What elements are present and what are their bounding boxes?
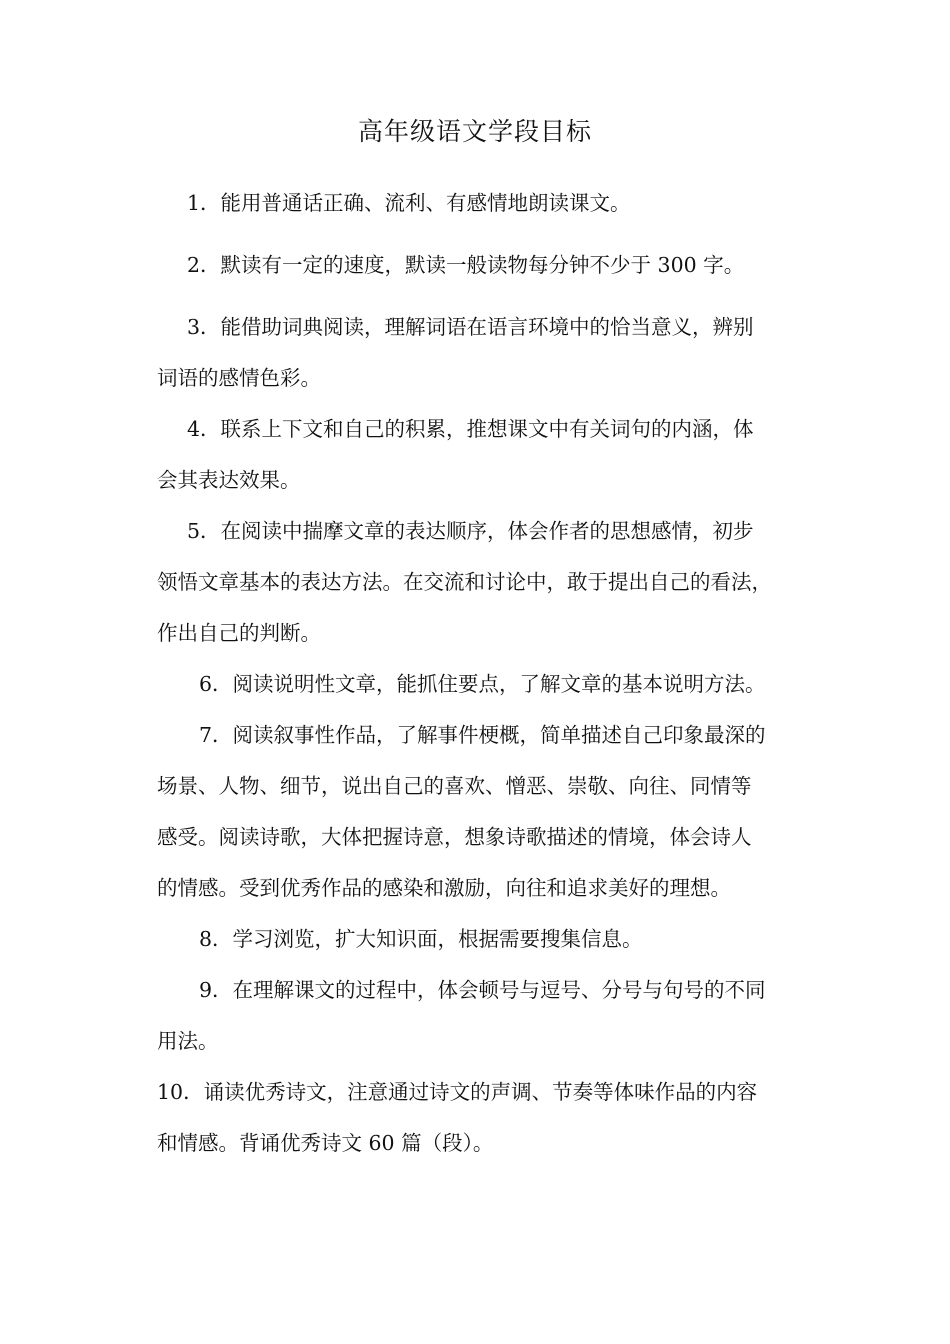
goal-line: 场景、人物、细节，说出自己的喜欢、憎恶、崇敬、向往、同情等 <box>157 774 752 798</box>
goal-line: 10．诵读优秀诗文，注意通过诗文的声调、节奏等体味作品的内容 <box>157 1080 758 1104</box>
goal-line: 9．在理解课文的过程中，体会顿号与逗号、分号与句号的不同 <box>199 978 766 1002</box>
goal-line: 2．默读有一定的速度，默读一般读物每分钟不少于 300 字。 <box>187 253 745 277</box>
goal-line: 词语的感情色彩。 <box>157 366 321 390</box>
goal-item-9 <box>157 965 807 1067</box>
goal-line: 作出自己的判断。 <box>157 621 321 645</box>
goal-line: 感受。阅读诗歌，大体把握诗意，想象诗歌描述的情境，体会诗人 <box>157 825 752 849</box>
goal-item-4 <box>157 404 807 506</box>
goal-line: 和情感。背诵优秀诗文 60 篇（段）。 <box>157 1131 494 1155</box>
goal-item-10 <box>157 1067 807 1169</box>
goal-line: 5．在阅读中揣摩文章的表达顺序，体会作者的思想感情，初步 <box>187 519 754 543</box>
goal-line: 用法。 <box>157 1029 219 1053</box>
goal-line: 8．学习浏览，扩大知识面，根据需要搜集信息。 <box>199 927 643 951</box>
goal-item-2 <box>157 240 807 291</box>
goal-line: 会其表达效果。 <box>157 468 301 492</box>
goal-line: 领悟文章基本的表达方法。在交流和讨论中，敢于提出自己的看法， <box>157 570 772 594</box>
goal-line: 的情感。受到优秀作品的感染和激励，向往和追求美好的理想。 <box>157 876 731 900</box>
goal-item-7 <box>157 710 807 914</box>
document-body <box>157 178 807 1169</box>
goal-line: 4．联系上下文和自己的积累，推想课文中有关词句的内涵，体 <box>187 417 754 441</box>
goal-item-6 <box>157 659 807 710</box>
goal-item-5 <box>157 506 807 659</box>
goal-item-1 <box>157 178 807 229</box>
document-title: 高年级语文学段目标 <box>357 117 592 146</box>
goal-line: 7．阅读叙事性作品，了解事件梗概，简单描述自己印象最深的 <box>199 723 766 747</box>
goal-item-3 <box>157 302 807 404</box>
goal-line: 3．能借助词典阅读，理解词语在语言环境中的恰当意义，辨别 <box>187 315 754 339</box>
goal-line: 1．能用普通话正确、流利、有感情地朗读课文。 <box>187 191 631 215</box>
goal-item-8 <box>157 914 807 965</box>
goal-line: 6．阅读说明性文章，能抓住要点，了解文章的基本说明方法。 <box>199 672 766 696</box>
